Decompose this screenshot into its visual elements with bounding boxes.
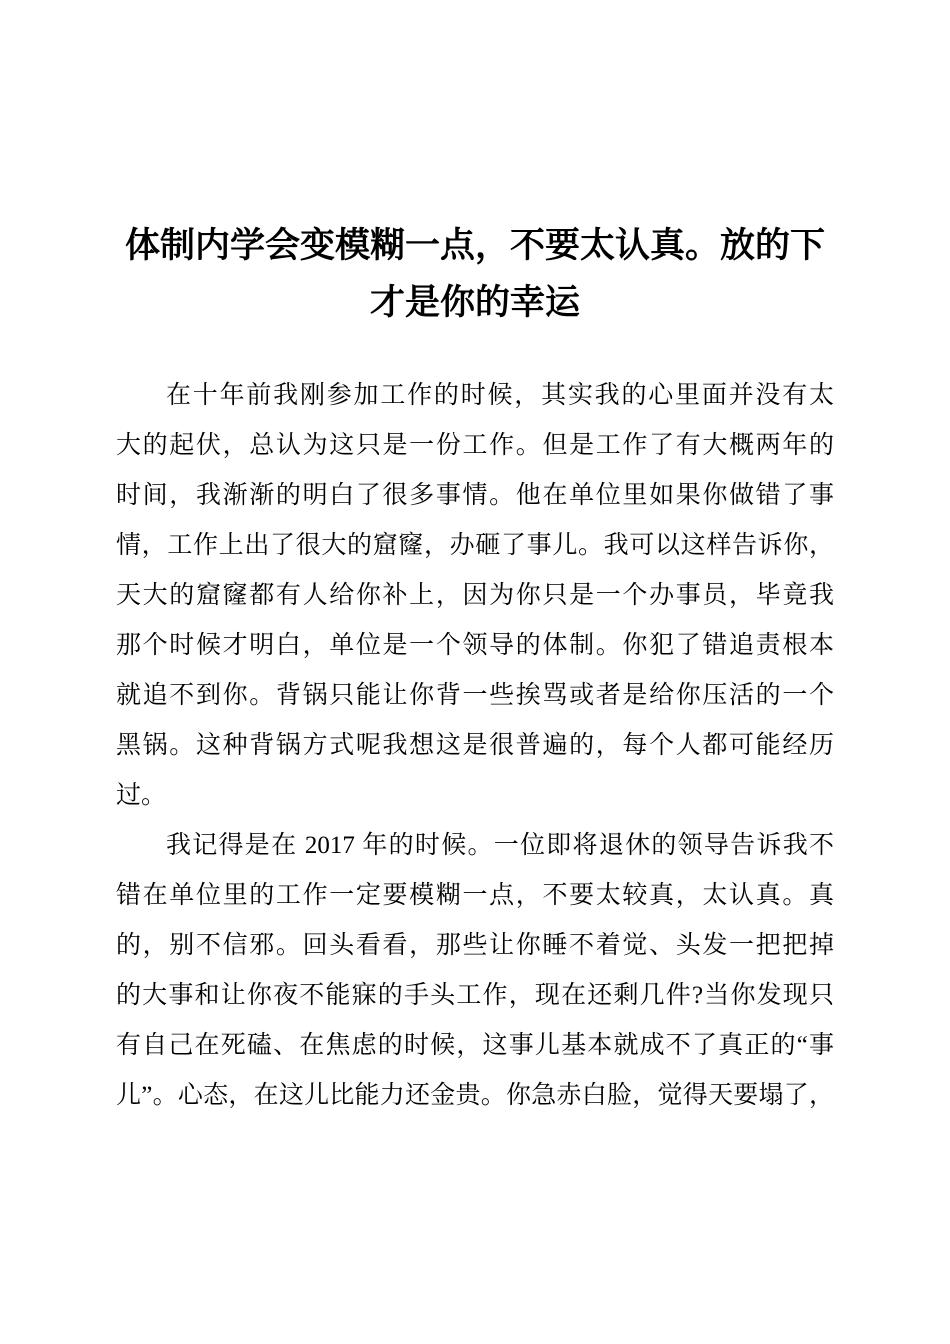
text-line: 儿”。心态，在这儿比能力还金贵。你急赤白脸，觉得天要塌了， bbox=[116, 1082, 834, 1109]
text-line: 就追不到你。背锅只能让你背一些挨骂或者是给你压活的一个 bbox=[116, 682, 834, 709]
text-line: 的大事和让你夜不能寐的手头工作，现在还剩几件?当你发现只 bbox=[116, 982, 834, 1009]
text-line: 我记得是在 2017 年的时候。一位即将退休的领导告诉我不 bbox=[166, 832, 834, 859]
text-line: 天大的窟窿都有人给你补上，因为你只是一个办事员，毕竟我 bbox=[116, 582, 834, 609]
text-line: 过。 bbox=[116, 782, 167, 809]
text-line: 错在单位里的工作一定要模糊一点，不要太较真，太认真。真 bbox=[116, 882, 834, 909]
document-body bbox=[116, 371, 834, 1121]
title-line: 体制内学会变模糊一点，不要太认真。放的下 bbox=[124, 226, 825, 265]
text-line: 有自己在死磕、在焦虑的时候，这事儿基本就成不了真正的“事 bbox=[116, 1032, 834, 1059]
text-line: 大的起伏，总认为这只是一份工作。但是工作了有大概两年的 bbox=[116, 432, 834, 459]
title-line: 才是你的幸运 bbox=[369, 283, 580, 322]
text-line: 那个时候才明白，单位是一个领导的体制。你犯了错追责根本 bbox=[116, 632, 834, 659]
text-line: 在十年前我刚参加工作的时候，其实我的心里面并没有太 bbox=[166, 382, 834, 409]
text-line: 时间，我渐渐的明白了很多事情。他在单位里如果你做错了事 bbox=[116, 482, 834, 509]
text-line: 黑锅。这种背锅方式呢我想这是很普遍的，每个人都可能经历 bbox=[116, 732, 834, 759]
paragraph bbox=[116, 821, 834, 1121]
text-line: 情，工作上出了很大的窟窿，办砸了事儿。我可以这样告诉你， bbox=[116, 532, 834, 559]
paragraph bbox=[116, 371, 834, 821]
text-line: 的，别不信邪。回头看看，那些让你睡不着觉、头发一把把掉 bbox=[116, 932, 834, 959]
document-title bbox=[116, 217, 834, 331]
